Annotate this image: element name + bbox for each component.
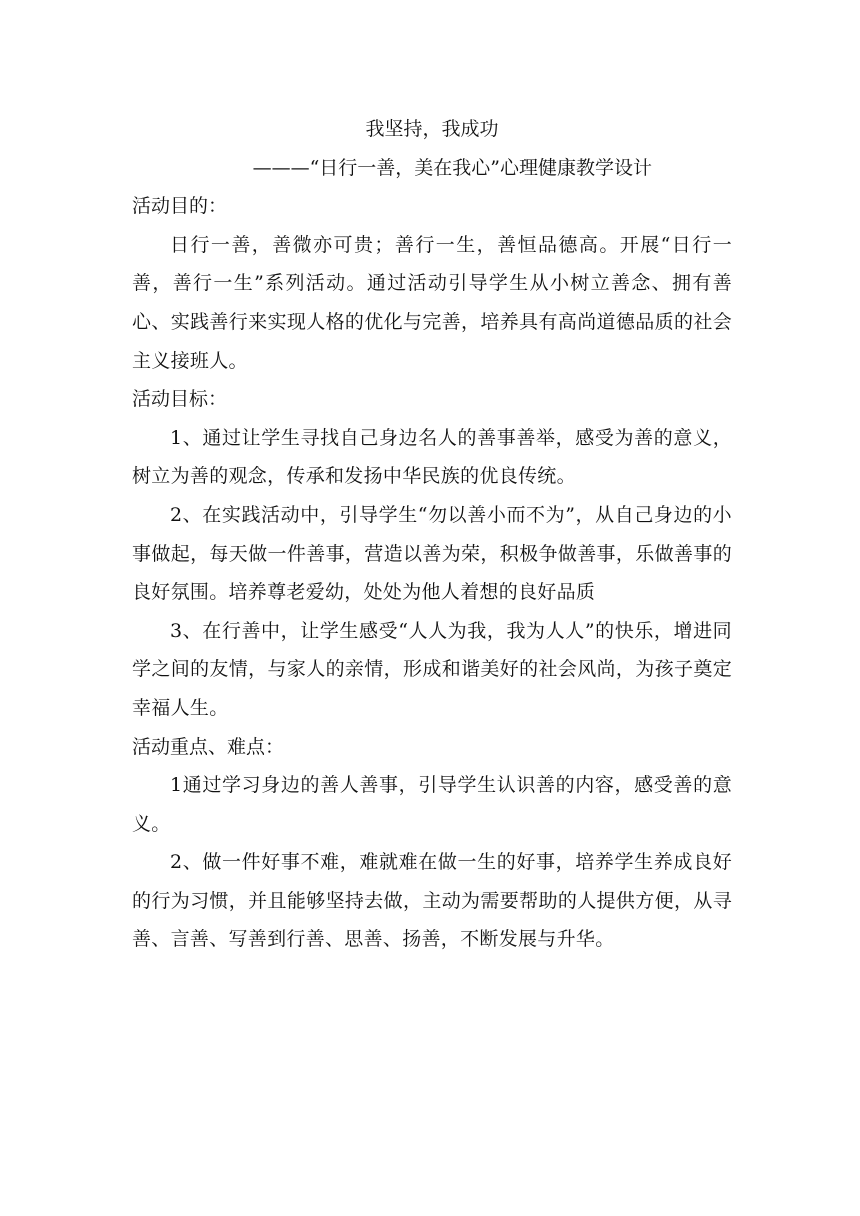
section-objectives	[132, 380, 732, 727]
section-heading: 活动目的：	[132, 195, 228, 218]
document-page	[132, 110, 732, 959]
paragraph: 2、做一件好事不难，难就难在做一生的好事，培养学生养成良好的行为习惯，并且能够坚持去做，主动为需要帮助的人提供方便，从寻善、言善、写善到行善、思善、扬善，不断发展与升华。	[132, 851, 732, 951]
section-purpose	[132, 187, 732, 380]
document-title: 我坚持，我成功	[365, 118, 499, 140]
paragraph: 3、在行善中，让学生感受“人人为我，我为人人”的快乐，增进同学之间的友情，与家人的亲情，形成和谐美好的社会风尚，为孩子奠定幸福人生。	[132, 619, 732, 719]
paragraph: 1、通过让学生寻找自己身边名人的善事善举，感受为善的意义，树立为善的观念，传承和发扬中华民族的优良传统。	[132, 426, 732, 488]
paragraph: 1通过学习身边的善人善事，引导学生认识善的内容，感受善的意义。	[132, 774, 732, 835]
paragraph: 日行一善，善微亦可贵；善行一生，善恒品德高。开展“日行一善，善行一生”系列活动。通过活动引导学生从小树立善念、拥有善心、实践善行来实现人格的优化与完善，培养具有高尚道德品质的社会主义接班人。	[132, 233, 732, 372]
section-heading: 活动目标：	[132, 388, 228, 411]
section-heading: 活动重点、难点：	[132, 735, 285, 758]
paragraph: 2、在实践活动中，引导学生“勿以善小而不为”，从自己身边的小事做起，每天做一件善事，营造以善为荣，积极争做善事，乐做善事的良好氛围。培养尊老爱幼，处处为他人着想的良好品质	[132, 503, 732, 604]
document-subtitle: ———“日行一善，美在我心”心理健康教学设计	[252, 156, 652, 179]
section-key-points	[132, 728, 732, 960]
